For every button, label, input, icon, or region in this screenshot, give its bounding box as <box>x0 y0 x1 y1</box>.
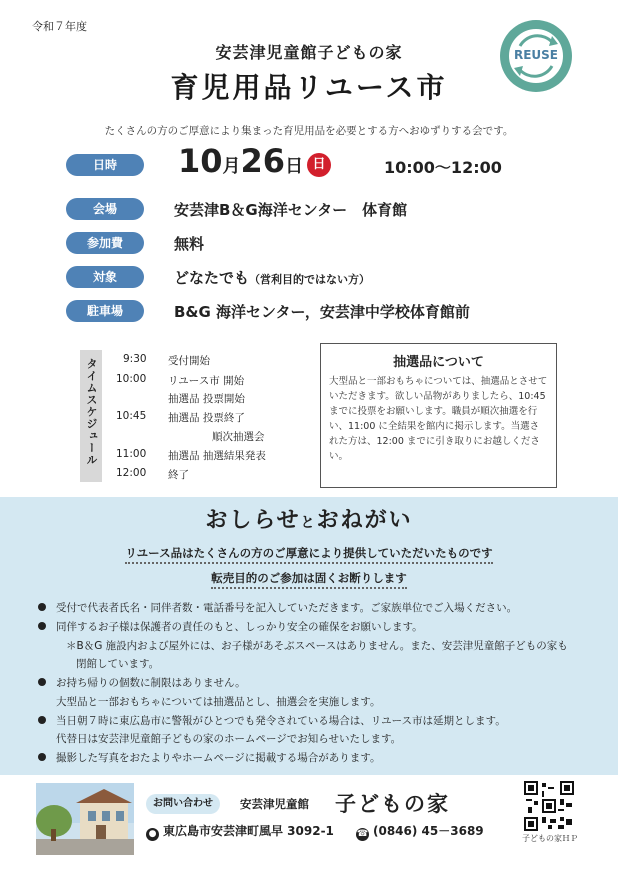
schedule-event: 順次抽選会 <box>212 431 265 443</box>
qr-code-icon[interactable] <box>524 781 574 831</box>
location-pin-icon: ● <box>146 828 159 841</box>
notice-item: 撮影した写真をおたよりやホームページに掲載する場合があります。 <box>38 750 380 765</box>
notice-emphasis: 転売目的のご参加は固くお断りします <box>0 570 618 586</box>
notice-title: おしらせとおねがい <box>205 508 413 533</box>
bullet-icon <box>38 716 46 724</box>
address: ● 東広島市安芸津町風早 3092-1 <box>146 822 334 841</box>
qr-caption: 子どもの家ＨＰ <box>522 834 578 843</box>
phone-icon: ☎ <box>356 829 369 839</box>
notice-subitem: 閉館しています。 <box>76 658 160 670</box>
bullet-icon <box>38 678 46 686</box>
inquiry-brand: 子どもの家 <box>335 792 450 816</box>
fee-value: 無料 <box>174 235 205 253</box>
schedule-event: 抽選品 投票開始 <box>168 393 245 405</box>
notice-emphasis: リユース品はたくさんの方のご厚意により提供していただいたものです <box>0 545 618 561</box>
date-month-unit: 月 <box>222 156 241 177</box>
notice-subitem: 大型品と一部おもちゃについては抽選品とし、抽選会を実施します。 <box>56 696 381 708</box>
notice-item: 当日朝７時に東広島市に警報がひとつでも発令されている場合は、リユース市は延期とします。 <box>38 713 506 728</box>
reuse-logo <box>500 20 572 92</box>
schedule-time: 10:45 <box>116 410 147 422</box>
date-day: 26 <box>240 142 286 180</box>
schedule-time: 11:00 <box>116 448 147 460</box>
building-photo <box>36 783 134 855</box>
date-day-unit: 日 <box>285 156 304 177</box>
page-title: 育児用品リユース市 <box>170 71 448 104</box>
organizer-name: 安芸津児童館子どもの家 <box>215 43 403 62</box>
notice-item: 同伴するお子様は保護者の責任のもと、しっかり安全の確保をお願いします。 <box>38 619 423 634</box>
event-date <box>178 142 331 180</box>
sunday-badge: 日 <box>307 153 331 177</box>
notice-subitem: ＊B＆G 施設内および屋外には、お子様があそぶスペースはありません。また、安芸津児童館子どもの家も <box>66 640 568 652</box>
target-value <box>174 267 370 288</box>
schedule-time: 10:00 <box>116 373 147 385</box>
inquiry-org: 安芸津児童館 <box>240 797 309 811</box>
fiscal-year: 令和７年度 <box>32 20 87 33</box>
schedule-event: 受付開始 <box>168 355 210 367</box>
lottery-box <box>320 343 557 488</box>
venue-value: 安芸津B＆G海洋センター 体育館 <box>174 201 408 219</box>
date-month: 10 <box>178 142 223 180</box>
parking-value: B&G 海洋センター，安芸津中学校体育館前 <box>174 303 470 321</box>
notice-item: 受付で代表者氏名・同伴者数・電話番号を記入していただきます。ご家族単位でご入場ください。 <box>38 600 517 615</box>
schedule-event: 抽選品 抽選結果発表 <box>168 450 266 462</box>
schedule-label: タイムスケジュール <box>80 350 102 482</box>
phone: ☎ (0846) 45－3689 <box>356 824 484 839</box>
schedule-event: 終了 <box>168 469 189 481</box>
bullet-icon <box>38 753 46 761</box>
target-label: 対象 <box>66 266 144 288</box>
schedule-time: 12:00 <box>116 467 147 479</box>
schedule-event: リユース市 開始 <box>168 375 245 387</box>
bullet-icon <box>38 622 46 630</box>
event-time: 10:00〜12:00 <box>384 158 502 177</box>
notice-subitem: 代替日は安芸津児童館子どもの家のホームページでお知らせいたします。 <box>56 733 402 745</box>
fee-label: 参加費 <box>66 232 144 254</box>
logo-text: REUSE <box>513 48 559 62</box>
schedule-event: 抽選品 投票終了 <box>168 412 245 424</box>
bullet-icon <box>38 603 46 611</box>
target-note: （営利目的ではない方） <box>249 273 371 286</box>
target-text: どなたでも <box>174 269 250 287</box>
parking-label: 駐車場 <box>66 300 144 322</box>
date-label: 日時 <box>66 154 144 176</box>
intro-text: たくさんの方のご厚意により集まった育児用品を必要とする方へおゆずりする会です。 <box>104 125 514 137</box>
inquiry-label: お問い合わせ <box>146 794 220 814</box>
lottery-title: 抽選品について <box>393 355 484 370</box>
venue-label: 会場 <box>66 198 144 220</box>
notice-item: お持ち帰りの個数に制限はありません。 <box>38 675 246 690</box>
lottery-body: 大型品と一部おもちゃについては、抽選品とさせていただきます。欲しい品物がありましたら、10:45 までに投票をお願いします。職員が順次抽選を行い、11:00 に全結果を館内に掲示します。当選された方は、12:00 までに引き取りにお越しください。 <box>329 376 548 462</box>
schedule-time: 9:30 <box>123 353 147 365</box>
